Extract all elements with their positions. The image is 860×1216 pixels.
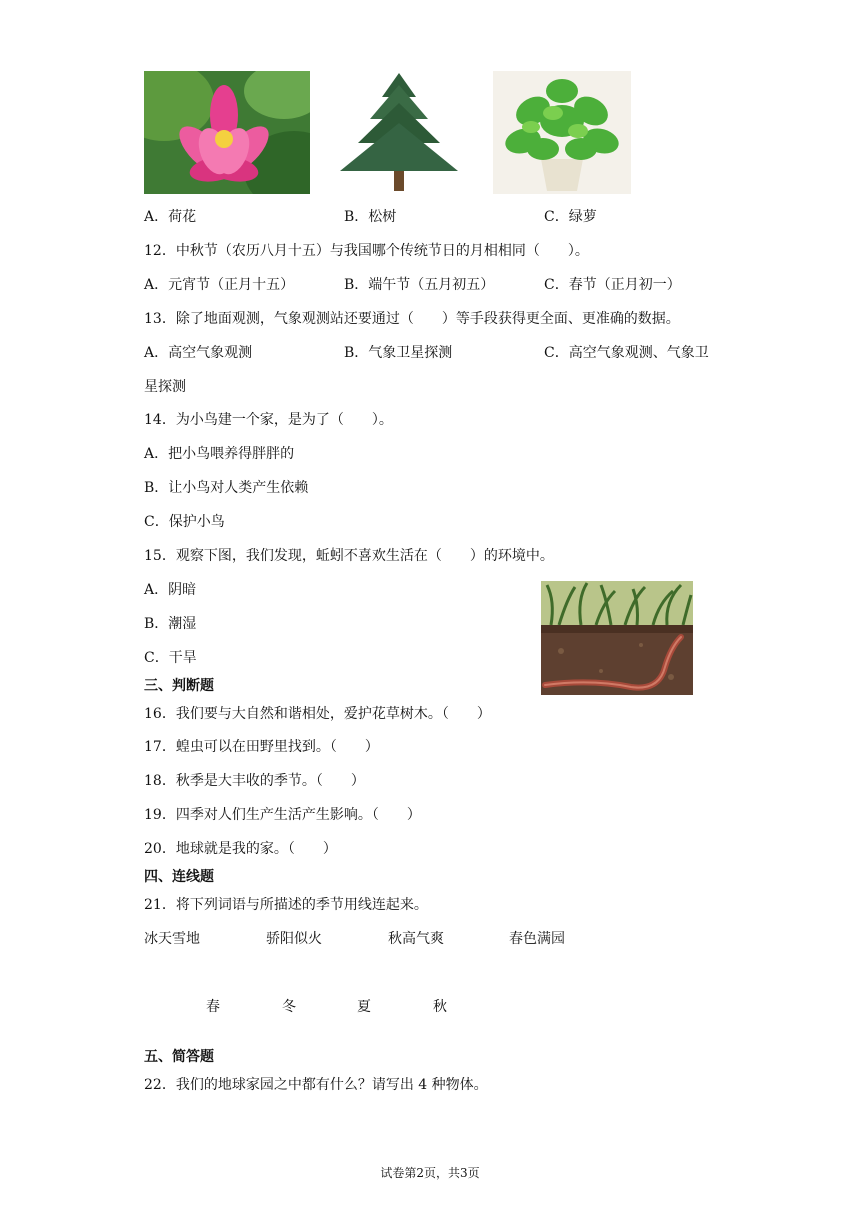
page-footer: 试卷第2页，共3页 — [380, 1166, 480, 1180]
pothos-image — [493, 71, 631, 194]
q12-option-a: A．元宵节（正月十五） — [144, 277, 295, 293]
phrase-item: 骄阳似火 — [266, 931, 322, 947]
q15-question: 15．观察下图，我们发现，蚯蚓不喜欢生活在（ ）的环境中。 — [144, 548, 554, 564]
q12-question: 12．中秋节（农历八月十五）与我国哪个传统节日的月相相同（ ）。 — [144, 243, 589, 259]
q14-option-a: A．把小鸟喂养得胖胖的 — [144, 446, 295, 462]
q13-option-c-continued: 星探测 — [144, 379, 186, 395]
q15-option-c: C．干旱 — [144, 650, 197, 666]
season-item: 春 — [206, 999, 220, 1015]
season-item: 秋 — [433, 999, 447, 1015]
q12-option-b: B．端午节（五月初五） — [344, 277, 495, 293]
q20: 20．地球就是我的家。（ ） — [144, 841, 337, 857]
q14-question: 14．为小鸟建一个家，是为了（ ）。 — [144, 412, 393, 428]
q15-option-a: A．阴暗 — [144, 582, 197, 598]
phrase-item: 秋高气爽 — [388, 931, 444, 947]
q13-option-a: A．高空气象观测 — [144, 345, 253, 361]
q14-option-c: C．保护小鸟 — [144, 514, 225, 530]
q22-question: 22．我们的地球家园之中都有什么？请写出 4 种物体。 — [144, 1077, 488, 1093]
q11-option-a: A．荷花 — [144, 209, 197, 225]
q15-option-b: B．潮湿 — [144, 616, 197, 632]
section-3-title: 三、判断题 — [144, 678, 214, 694]
q13-option-c: C．高空气象观测、气象卫 — [544, 345, 709, 361]
earthworm-image — [541, 581, 693, 695]
q18: 18．秋季是大丰收的季节。（ ） — [144, 773, 365, 789]
phrase-item: 春色满园 — [509, 931, 565, 947]
section-4-title: 四、连线题 — [144, 869, 214, 885]
q21-question: 21．将下列词语与所描述的季节用线连起来。 — [144, 897, 428, 913]
q19: 19．四季对人们生产生活产生影响。（ ） — [144, 807, 421, 823]
season-item: 夏 — [357, 999, 371, 1015]
q13-question: 13．除了地面观测，气象观测站还要通过（ ）等手段获得更全面、更准确的数据。 — [144, 311, 680, 327]
q13-option-b: B．气象卫星探测 — [344, 345, 453, 361]
q16: 16．我们要与大自然和谐相处，爱护花草树木。（ ） — [144, 706, 491, 722]
q11-option-c: C．绿萝 — [544, 209, 597, 225]
phrase-item: 冰天雪地 — [144, 931, 200, 947]
q12-option-c: C．春节（正月初一） — [544, 277, 681, 293]
season-item: 冬 — [282, 999, 296, 1015]
q17: 17．蝗虫可以在田野里找到。（ ） — [144, 739, 379, 755]
q11-option-b: B．松树 — [344, 209, 397, 225]
lotus-image — [144, 71, 310, 194]
pine-tree-image — [336, 71, 462, 194]
q14-option-b: B．让小鸟对人类产生依赖 — [144, 480, 309, 496]
section-5-title: 五、简答题 — [144, 1049, 214, 1065]
